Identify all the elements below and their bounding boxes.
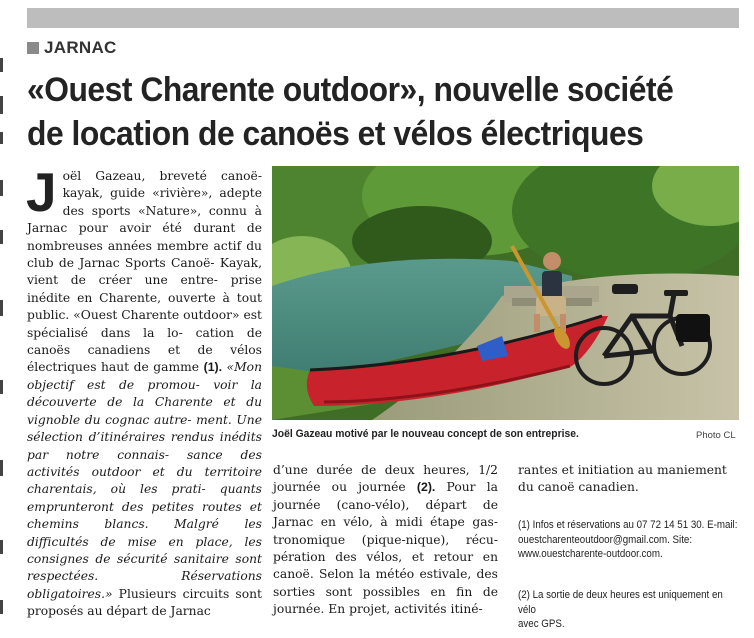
article-column-1 xyxy=(26,161,263,621)
col2-line: journée. En projet, activités itiné- xyxy=(273,602,483,617)
col1-line: Jarnac pour avoir été durant de xyxy=(27,221,262,236)
col3-line: rantes et initiation au maniement xyxy=(518,463,727,477)
quote-line: territoire charentais, où les prati- xyxy=(27,464,262,497)
quote-line: sance des activités outdoor et du xyxy=(27,447,262,479)
article-column-3 xyxy=(518,462,740,631)
footnote-line: (2) La sortie de deux heures est uniquement en vélo xyxy=(518,589,723,616)
headline-line-2: de location de canoës et vélos électriques xyxy=(27,115,644,153)
col2-line: Jarnac en vélo, à midi étape gas- xyxy=(273,515,498,530)
col3-line: du canoë canadien. xyxy=(518,480,639,495)
col1-line: vélos électriques haut de gamme xyxy=(27,343,262,375)
photo-caption: Joël Gazeau motivé par le nouveau concept de son entreprise. xyxy=(272,428,579,440)
headline-line-1: «Ouest Charente outdoor», nouvelle société xyxy=(27,71,674,109)
footnote-line: avec GPS. xyxy=(518,618,565,631)
col1-line: nombreuses années membre actif xyxy=(27,238,242,253)
col2-line: journée ou journée xyxy=(273,480,406,495)
col1-line: du club de Jarnac Sports Canoë- xyxy=(27,238,262,271)
header-rule xyxy=(27,8,739,28)
photo-canoe-scene xyxy=(272,166,739,420)
drop-cap: J xyxy=(26,161,57,223)
quote-line: consignes de sécurité sanitaire xyxy=(27,551,229,566)
photo-credit: Photo CL xyxy=(696,430,736,441)
footnote-ref-1: (1). xyxy=(203,360,223,375)
col1-tail: Plusieurs circuits xyxy=(112,586,230,601)
col2-line: tronomique (pique-nique), récu- xyxy=(273,532,498,547)
quote-line: rendus inédits par notre connais- xyxy=(27,430,262,462)
article-column-2 xyxy=(273,462,498,619)
col1-line: kayak, guide «rivière», adepte xyxy=(62,186,262,201)
section-square-icon xyxy=(27,42,39,54)
col1-line: prise inédite en Charente, ouverte xyxy=(27,273,262,305)
quote-line: voir la découverte de la Charente xyxy=(27,377,262,410)
quote-end: obligatoires.» xyxy=(27,586,113,601)
col2-line: canoë. Selon la météo estivale, des xyxy=(273,567,498,582)
col3-text xyxy=(518,462,740,497)
footnote-line: ouestcharenteoutdoor@gmail.com. Site: xyxy=(518,533,693,546)
quote-line: et du vignoble du cognac autre- xyxy=(27,395,263,427)
footnote-line: (1) Infos et réservations au 07 72 14 51 30. E-mail: xyxy=(518,519,738,531)
headline xyxy=(27,68,696,156)
footnote-ref-2: (2). xyxy=(416,480,436,495)
section-label: JARNAC xyxy=(44,38,117,57)
quote-line: les difficultés de mise en place, les xyxy=(27,517,262,549)
quote-line: ment. Une sélection d’itinéraires xyxy=(27,412,262,445)
quote-start: «Mon objectif est de promou- xyxy=(27,360,262,392)
col1-line: Kayak, vient de créer une entre- xyxy=(27,256,262,288)
col1-line: outdoor» est spécialisé dans la lo- xyxy=(27,308,262,340)
footnote-1 xyxy=(518,518,739,562)
footnote-line: www.ouestcharente-outdoor.com. xyxy=(518,548,663,561)
footnote-2 xyxy=(518,588,739,632)
quote-line: routes et chemins blancs. Malgré xyxy=(27,499,262,532)
col2-line: sorties sont possibles en fin de xyxy=(273,584,498,599)
col2-line: Pour la xyxy=(435,480,498,495)
col1-line: à tout public. «Ouest Charente xyxy=(27,290,262,323)
col2-line: journée (cano-vélo), départ de xyxy=(273,497,498,512)
quote-line: sont respectées. Réservations xyxy=(27,551,262,584)
article-photo xyxy=(272,166,739,420)
col1-line: oël Gazeau, breveté canoë- xyxy=(62,169,262,183)
section-tag xyxy=(27,38,117,58)
col1-line: des sports «Nature», connu à xyxy=(62,203,262,218)
col2-line: d’une durée de deux heures, 1/2 xyxy=(273,463,498,477)
col1-line: cation de canoës canadiens et de xyxy=(27,325,262,358)
col2-line: pération des vélos, et retour en xyxy=(273,550,498,565)
quote-line: quants emprunteront des petites xyxy=(27,482,262,514)
col1-last-line: sont proposés au départ de Jarnac xyxy=(27,586,262,619)
